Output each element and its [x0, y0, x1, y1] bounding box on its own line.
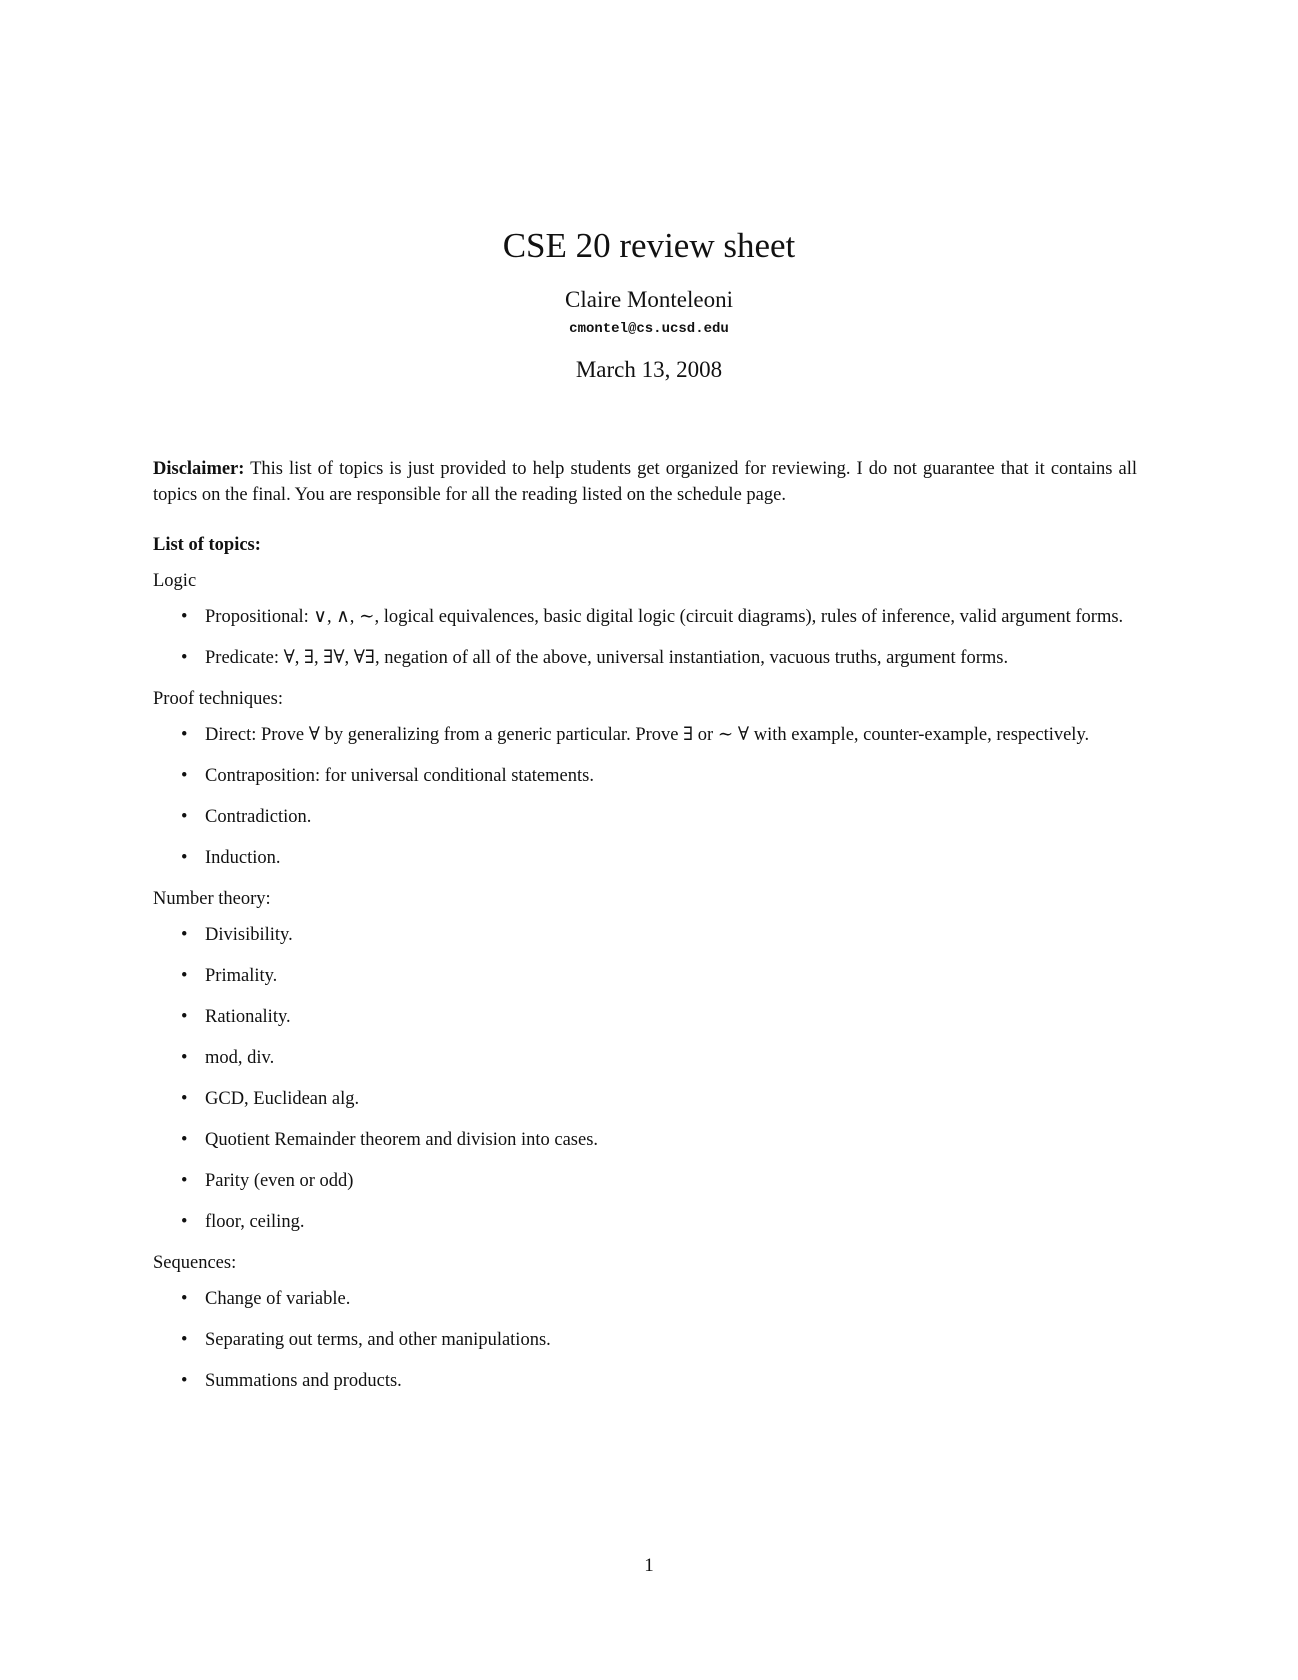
list-item: • Quotient Remainder theorem and division into cases.: [153, 1127, 1137, 1153]
section-label: Proof techniques:: [153, 689, 283, 709]
list-item: • Primality.: [153, 963, 1137, 989]
document-date: March 13, 2008: [575, 357, 723, 382]
topic-list: [153, 922, 1137, 1235]
disclaimer-text: This list of topics is just provided to help students get organized for reviewing. I do not guarantee that it contains all topics on the final. You are responsible for all the reading listed on the schedule page.: [153, 459, 1137, 505]
author-name: Claire Monteleoni: [565, 287, 733, 312]
section-label: Number theory:: [153, 889, 271, 909]
list-item: • Contradiction.: [153, 804, 1137, 830]
author-email: cmontel@cs.ucsd.edu: [569, 321, 729, 337]
section-label: Sequences:: [153, 1253, 237, 1273]
disclaimer-label: Disclaimer:: [153, 459, 245, 479]
list-item: • Predicate: ∀, ∃, ∃∀, ∀∃, negation of all of the above, universal instantiation, vacuous truths, argument forms.: [153, 645, 1137, 671]
list-item: • Change of variable.: [153, 1286, 1137, 1312]
disclaimer-paragraph: [153, 456, 1137, 508]
topic-list: [153, 1286, 1137, 1394]
document-title: CSE 20 review sheet: [502, 226, 796, 265]
list-item: • Rationality.: [153, 1004, 1137, 1030]
section-number-theory: [153, 886, 1137, 1235]
section-label: Logic: [153, 571, 197, 591]
list-item: • GCD, Euclidean alg.: [153, 1086, 1137, 1112]
document-body: [153, 456, 1137, 1409]
list-item: • Contraposition: for universal conditional statements.: [153, 763, 1137, 789]
list-item: • Parity (even or odd): [153, 1168, 1137, 1194]
list-item: • floor, ceiling.: [153, 1209, 1137, 1235]
page-number: 1: [644, 1555, 654, 1576]
topic-list: [153, 604, 1137, 671]
section-sequences: [153, 1250, 1137, 1394]
section-proof-techniques: [153, 686, 1137, 871]
list-item: • Summations and products.: [153, 1368, 1137, 1394]
topics-heading: List of topics:: [153, 535, 261, 555]
topic-list: [153, 722, 1137, 871]
title-block: [0, 225, 1298, 383]
list-item: • Induction.: [153, 845, 1137, 871]
list-item: • Direct: Prove ∀ by generalizing from a generic particular. Prove ∃ or ∼ ∀ with example, counter-example, respectively.: [153, 722, 1137, 748]
section-logic: [153, 568, 1137, 671]
list-item: • Separating out terms, and other manipulations.: [153, 1327, 1137, 1353]
list-item: • Propositional: ∨, ∧, ∼, logical equivalences, basic digital logic (circuit diagrams), rules of inference, valid argument forms.: [153, 604, 1137, 630]
list-item: • Divisibility.: [153, 922, 1137, 948]
list-item: • mod, div.: [153, 1045, 1137, 1071]
